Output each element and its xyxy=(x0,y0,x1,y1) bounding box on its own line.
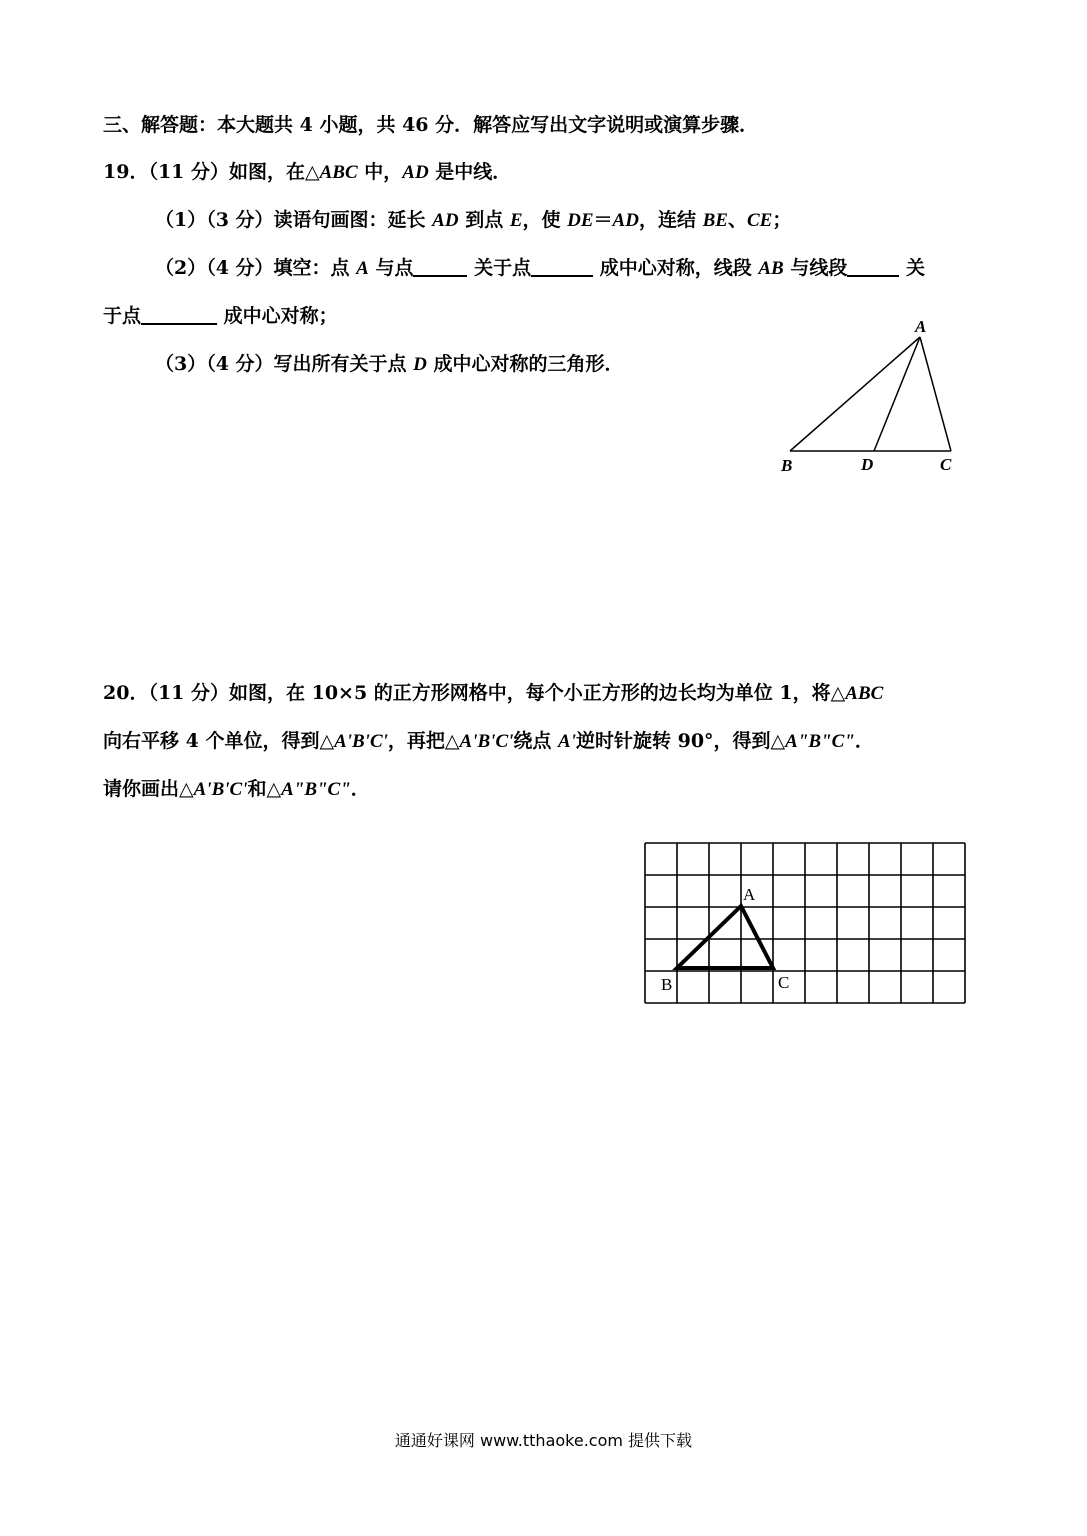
q20-tri-prime: A'B'C' xyxy=(334,731,388,752)
q19-part1-ad: AD xyxy=(432,210,459,231)
q20-text-8: 和△ xyxy=(247,778,282,800)
q19-part1-ce: CE xyxy=(746,210,773,231)
footer xyxy=(0,1430,1087,1452)
side-ac xyxy=(920,337,951,451)
q19-part2-text: （2）（4 分）填空：点 xyxy=(155,257,357,279)
q19-part1-ad-2: AD xyxy=(612,210,639,231)
q19-stem-text-3: 是中线． xyxy=(428,161,512,183)
q19-part2-text-5: 与线段 xyxy=(783,257,848,279)
square-grid-figure xyxy=(640,836,980,1011)
label-d: D xyxy=(861,455,874,474)
q19-stem-text: 19．（11 分）如图，在△ xyxy=(103,161,320,183)
answer-blank-3[interactable] xyxy=(847,257,899,277)
q19-part3-d: D xyxy=(413,354,427,375)
answer-blank-4[interactable] xyxy=(141,305,217,325)
q20-tri-prime-3: A'B'C' xyxy=(193,779,248,800)
q19-part2-text-6: 关 xyxy=(899,257,925,279)
q20-tri-dprime-2: A"B"C" xyxy=(281,779,351,800)
q19-part1-end: ； xyxy=(772,209,792,231)
triangle-abc xyxy=(677,906,773,968)
q19-part3 xyxy=(155,352,624,377)
triangle-figure xyxy=(770,312,980,482)
q19-part2 xyxy=(155,256,925,281)
grid-label-c: C xyxy=(778,973,790,992)
q19-part2-a: A xyxy=(356,258,369,279)
q19-part1-text-3: ，使 xyxy=(522,209,568,231)
grid-label-a: A xyxy=(743,885,756,904)
q20-text: 20．（11 分）如图，在 10×5 的正方形网格中，每个小正方形的边长均为单位 1，将△ xyxy=(103,682,846,704)
grid-lines xyxy=(645,843,965,1003)
q19-stem-text-2: 中， xyxy=(357,161,403,183)
q19-part1-text-2: 到点 xyxy=(458,209,510,231)
q19-part2-text-2: 与点 xyxy=(368,257,414,279)
q19-part1-sep: 、 xyxy=(727,209,747,231)
q19-part1-text-4: ，连结 xyxy=(638,209,703,231)
label-a: A xyxy=(915,317,927,336)
q19-part1-be: BE xyxy=(702,210,728,231)
q20-text-5: 逆时针旋转 90°，得到△ xyxy=(575,730,786,752)
q20-text-9: ． xyxy=(350,778,370,800)
q19-median-name: AD xyxy=(402,162,429,183)
q20-text-3: ，再把△ xyxy=(387,730,460,752)
q19-part1-de: DE xyxy=(567,210,594,231)
q19-triangle-name: ABC xyxy=(319,162,358,183)
q19-part1-eq: ＝ xyxy=(593,209,613,231)
q20-a-prime: A' xyxy=(558,731,576,752)
q19-part3-text: （3）（4 分）写出所有关于点 xyxy=(155,353,414,375)
q19-part2-text-3: 关于点 xyxy=(467,257,532,279)
q19-part2-text-8: 成中心对称； xyxy=(217,305,338,327)
label-c: C xyxy=(940,455,952,474)
q19-stem xyxy=(103,160,511,185)
q20-text-2: 向右平移 4 个单位，得到△ xyxy=(103,730,335,752)
side-ab xyxy=(790,337,920,451)
q20-text-4: 绕点 xyxy=(513,730,559,752)
answer-blank-1[interactable] xyxy=(413,257,467,277)
q19-part2-ab: AB xyxy=(758,258,784,279)
q20-stem-line2 xyxy=(103,729,874,754)
q19-part1-e: E xyxy=(509,210,523,231)
q20-text-7: 请你画出△ xyxy=(103,778,194,800)
q20-tri-dprime: A"B"C" xyxy=(785,731,855,752)
q19-part2-text-4: 成中心对称，线段 xyxy=(593,257,759,279)
answer-blank-2[interactable] xyxy=(531,257,593,277)
grid-label-b: B xyxy=(661,975,673,994)
q19-part2-cont xyxy=(103,304,338,328)
median-ad xyxy=(874,337,920,451)
q20-stem-line3 xyxy=(103,777,370,802)
q19-part1 xyxy=(155,208,791,233)
q19-part1-text: （1）（3 分）读语句画图：延长 xyxy=(155,209,433,231)
q19-part2-text-7: 于点 xyxy=(103,305,142,327)
footer-text: 通通好课网 www.tthaoke.com 提供下载 xyxy=(394,1431,693,1450)
q19-part3-text-2: 成中心对称的三角形． xyxy=(426,353,624,375)
label-b: B xyxy=(781,456,793,475)
section-heading xyxy=(103,113,758,137)
q20-tri-prime-2: A'B'C' xyxy=(459,731,514,752)
section-heading-text: 三、解答题：本大题共 4 小题，共 46 分．解答应写出文字说明或演算步骤． xyxy=(103,114,759,136)
q20-triangle-name: ABC xyxy=(845,683,884,704)
q20-stem-line1 xyxy=(103,681,883,706)
q20-text-6: ． xyxy=(854,730,874,752)
